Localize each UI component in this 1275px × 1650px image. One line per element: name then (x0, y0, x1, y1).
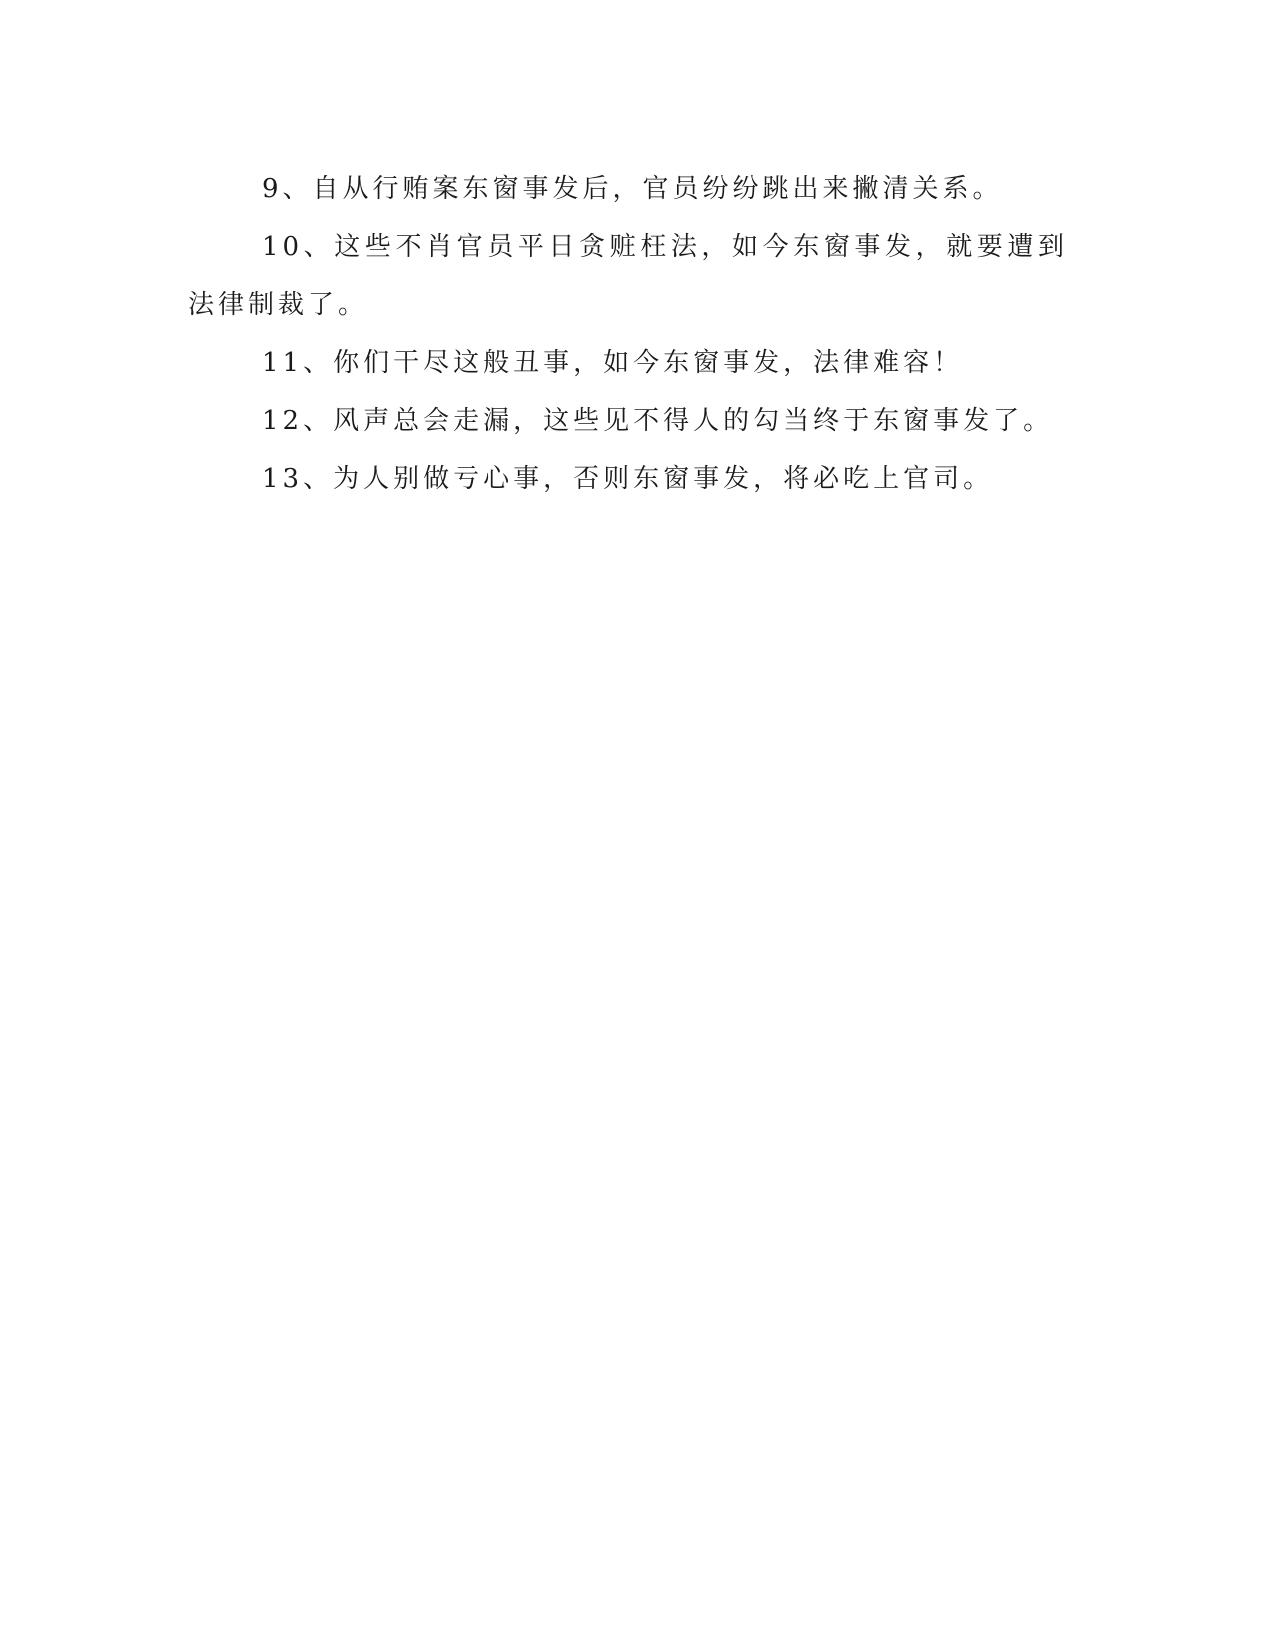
paragraph-13: 13、为人别做亏心事，否则东窗事发，将必吃上官司。 (262, 464, 994, 494)
paragraph-11: 11、你们干尽这般丑事，如今东窗事发，法律难容！ (262, 348, 964, 378)
paragraph-9: 9、自从行贿案东窗事发后，官员纷纷跳出来撇清关系。 (262, 174, 1003, 204)
paragraph-10: 10、这些不肖官员平日贪赃枉法，如今东窗事发，就要遭到法律制裁了。 (188, 232, 1068, 320)
document-body (188, 160, 1068, 508)
paragraph-12: 12、风声总会走漏，这些见不得人的勾当终于东窗事发了。 (262, 406, 1054, 436)
